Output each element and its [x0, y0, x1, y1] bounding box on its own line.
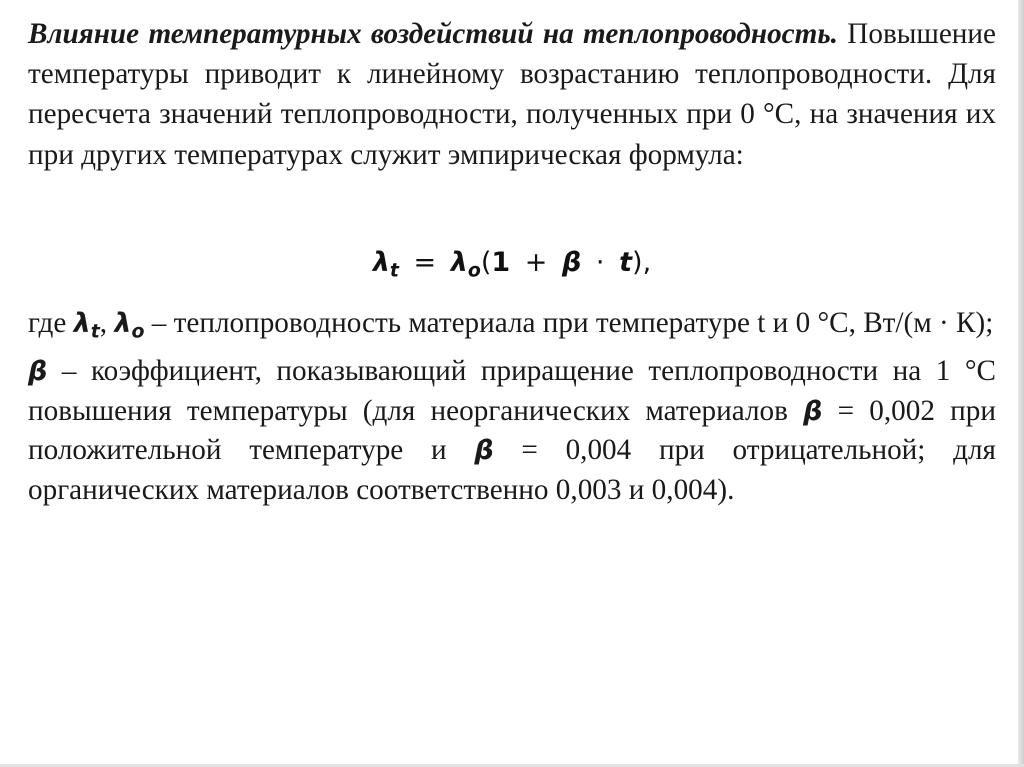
formula-lambda-t: $\lambda_t$: [372, 247, 399, 282]
lambda-o-symbol: $\lambda_o$: [114, 308, 145, 343]
beta-definition-3: = 0,004 при отрицательной; для органических материалов соответственно 0,003 и 0,004).: [28, 434, 996, 507]
beta-symbol: β: [28, 356, 48, 388]
formula-plus: +: [524, 247, 548, 278]
beta-symbol-3: β: [474, 435, 494, 467]
lambda-t-symbol: $\lambda_t$: [73, 308, 100, 343]
section-heading: Влияние температурных воздействий на теплопроводность.: [28, 18, 838, 50]
formula-open-paren: (: [480, 247, 492, 278]
intro-text: Повышение температуры приводит к линейному возрастанию теплопроводности. Для пересчета значений теплопроводности, полученных при 0 °С, на значения их при других температурах служит эмпирическая формула:: [28, 18, 996, 171]
definitions-paragraph: [28, 304, 996, 511]
beta-symbol-2: β: [803, 395, 823, 427]
intro-paragraph: [28, 14, 996, 175]
formula-lambda-o: $\lambda_o$: [450, 247, 481, 282]
beta-definition-1: – коэффициент, показывающий приращение теплопроводности на 1 °С повышения температуры (для неорганических материалов: [28, 355, 996, 427]
formula-beta: β: [562, 247, 582, 278]
formula-dot: ·: [595, 247, 605, 278]
symbol-comma: ,: [99, 307, 115, 339]
beta-definition-2: = 0,002 при положительной температуре и: [28, 394, 996, 467]
formula-close: ),: [632, 247, 652, 278]
formula-t: t: [619, 247, 633, 278]
empirical-formula: [0, 243, 1024, 291]
where-label: где: [28, 307, 74, 339]
slide-edge-right: [1018, 0, 1024, 767]
lambda-definition: – теплопроводность материала при температуре t и 0 °С, Вт/(м · К);: [144, 307, 994, 339]
formula-equals: =: [413, 247, 437, 278]
formula-one: 1: [491, 247, 511, 278]
